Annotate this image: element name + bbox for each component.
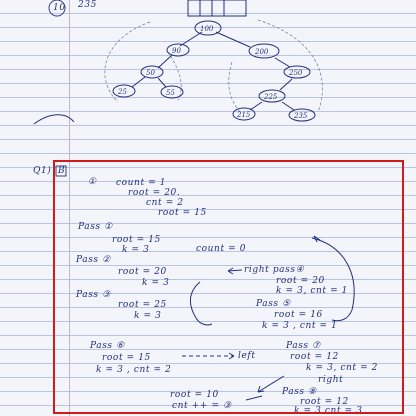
pass2-k: k = 3: [142, 278, 170, 288]
step1-root: root = 20.: [128, 188, 181, 198]
top-box: [188, 0, 246, 16]
tree-edge: [180, 32, 202, 46]
scribble-mark: [34, 115, 74, 124]
tree-edge: [282, 102, 294, 110]
tree-edge: [275, 58, 290, 67]
left-label: left: [238, 351, 256, 361]
tree-node-label: 50: [146, 69, 155, 77]
bottom-root: root = 10: [170, 390, 219, 400]
tree-node-label: 55: [166, 89, 175, 97]
pass2-label: Pass ②: [76, 255, 111, 265]
section-label: Q1): [33, 166, 52, 176]
pass8-root: root = 12: [300, 397, 349, 407]
pass3-root: root = 25: [118, 300, 167, 310]
tree-node-label: 90: [172, 47, 181, 55]
page-number: 10: [53, 3, 66, 13]
step1-number: ①: [88, 177, 97, 187]
pass7-k: k = 3, cnt = 2: [306, 363, 379, 373]
traversal-arc: [229, 62, 240, 112]
step1-root2: root = 15: [158, 208, 207, 218]
pass5-root: root = 16: [274, 310, 323, 320]
tree-edge: [158, 78, 166, 87]
traversal-arc: [105, 22, 150, 102]
right-pass-k: k = 3, cnt = 1: [276, 286, 349, 296]
right-pass-label: right pass④: [244, 265, 305, 275]
tree-node-label: 215: [237, 111, 251, 119]
pass8-k: k = 3 cnt = 3: [294, 406, 363, 416]
pass7-label: Pass ⑦: [286, 341, 321, 351]
tree-node-label: 250: [289, 69, 303, 77]
pass6-k: k = 3 , cnt = 2: [96, 365, 172, 375]
tree-edge: [132, 77, 145, 87]
pass1-k: k = 3: [122, 245, 150, 255]
pass5-label: Pass ⑤: [256, 299, 291, 309]
pass5-k: k = 3 , cnt = 1: [262, 321, 338, 331]
tree-node-label: 200: [255, 48, 269, 56]
tree-edge: [216, 32, 250, 47]
pass1-count: count = 0: [196, 244, 247, 254]
pass3-label: Pass ③: [76, 290, 111, 300]
tree-node-label: 100: [200, 25, 214, 33]
pass8-label: Pass ⑧: [282, 387, 317, 397]
header-value: 235: [78, 0, 97, 10]
section-letter: B: [58, 166, 66, 176]
tree-node-label: 225: [264, 93, 278, 101]
right-pass-root: root = 20: [276, 276, 325, 286]
tree-edge: [250, 102, 262, 110]
tree-edge: [280, 79, 292, 90]
pass3-k: k = 3: [134, 311, 162, 321]
tree-edge: [158, 55, 172, 68]
step1-count: count = 1: [116, 178, 167, 188]
step1-cnt: cnt = 2: [146, 198, 184, 208]
tree-node-label: 235: [294, 112, 308, 120]
pass2-root: root = 20: [118, 267, 167, 277]
pass6-root: root = 15: [102, 353, 151, 363]
pass1-root: root = 15: [112, 235, 161, 245]
selection-highlight-box: [53, 160, 404, 414]
bottom-cnt: cnt ++ = ③: [172, 401, 232, 411]
right-label: right: [318, 375, 344, 385]
pass6-label: Pass ⑥: [90, 341, 125, 351]
tree-node-label: 25: [118, 88, 127, 96]
pass7-root: root = 12: [290, 352, 339, 362]
pass1-label: Pass ①: [78, 222, 113, 232]
